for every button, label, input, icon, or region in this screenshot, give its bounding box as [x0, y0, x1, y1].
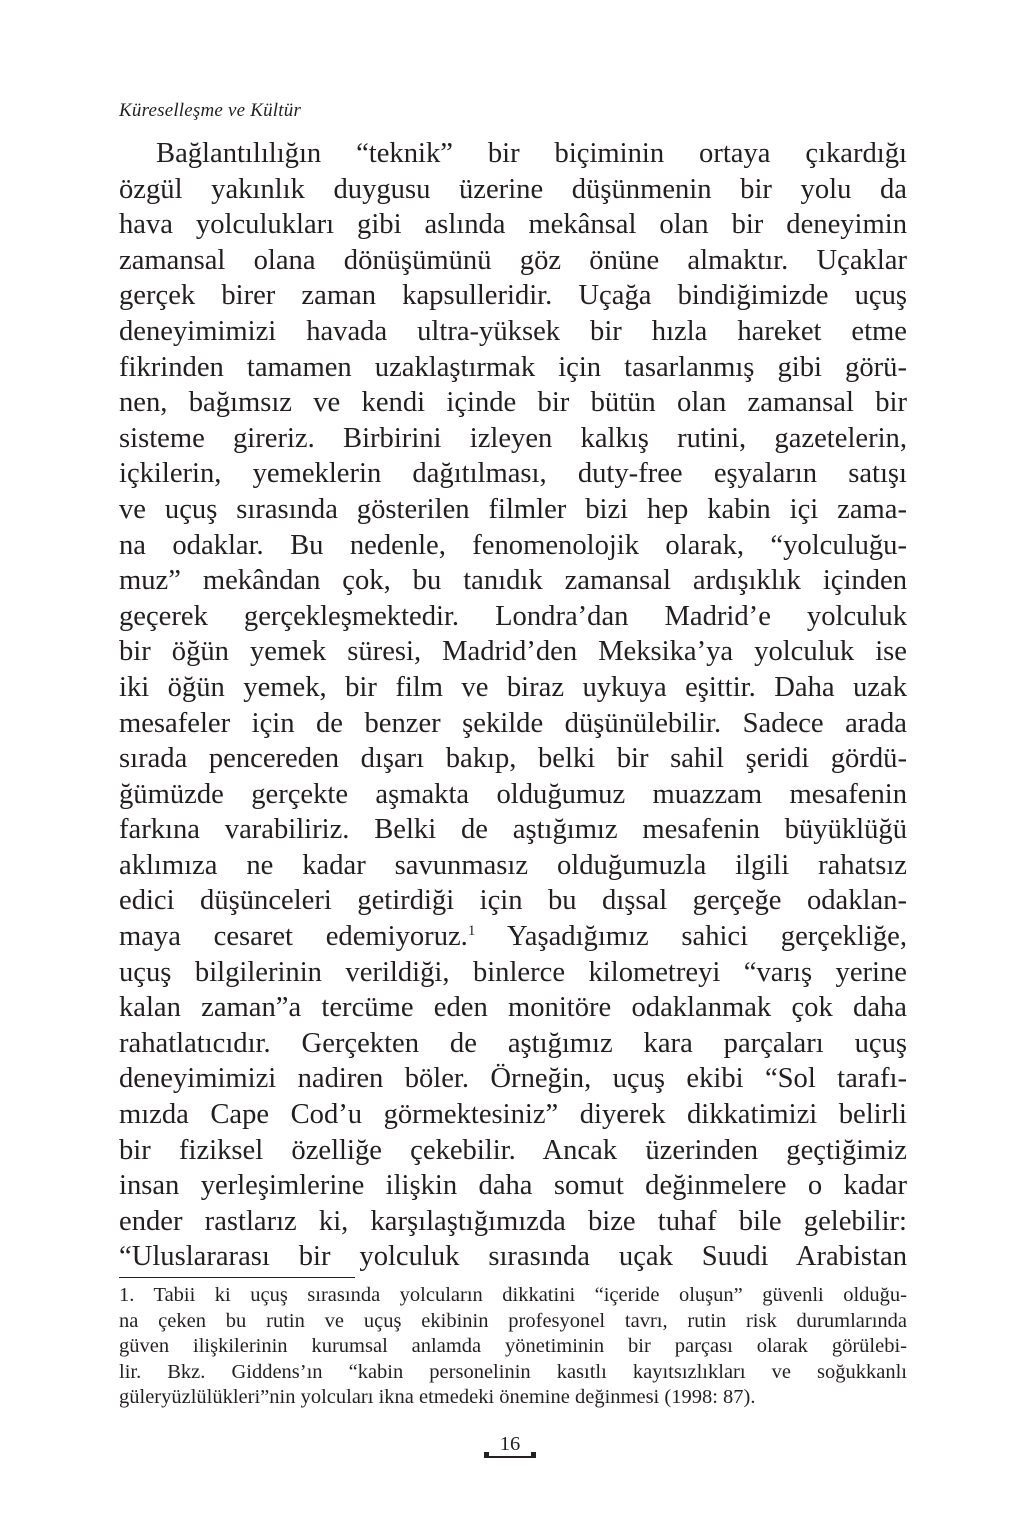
footnote-divider — [119, 1277, 355, 1278]
body-line: mesafeler için de benzer şekilde düşünülebilir. Sadece arada — [119, 707, 907, 739]
body-line-text: maya cesaret edemiyoruz. — [119, 921, 468, 953]
body-line: sisteme gireriz. Birbirini izleyen kalkış rutini, gazetelerin, — [119, 422, 907, 454]
page-number: 16 — [499, 1433, 521, 1455]
page-number-bracket-right — [531, 1452, 536, 1458]
body-line: hava yolculukları gibi aslında mekânsal olan bir deneyimin — [119, 209, 907, 241]
body-line: içkilerin, yemeklerin dağıtılması, duty-free eşyaların satışı — [119, 458, 907, 490]
body-line-text: Yaşadığımız sahici gerçekliğe, — [475, 921, 907, 953]
body-line: insan yerleşimlerine ilişkin daha somut değinmelere o kadar — [119, 1170, 907, 1202]
footnote-line: güleryüzlülükleri”nin yolcuları ikna etmedeki önemine değinmesi (1998: 87). — [119, 1386, 756, 1409]
body-line: uçuş bilgilerinin verildiği, binlerce kilometreyi “varış yerine — [119, 956, 907, 988]
body-line: edici düşünceleri getirdiği için bu dışsal gerçeğe odaklan- — [119, 885, 907, 917]
body-line: ğümüzde gerçekte aşmakta olduğumuz muazzam mesafenin — [119, 778, 907, 810]
body-line: gerçek birer zaman kapsulleridir. Uçağa bindiğimizde uçuş — [119, 280, 907, 312]
footnote-line: na çeken bu rutin ve uçuş ekibinin profesyonel tavrı, rutin risk durumlarında — [119, 1309, 907, 1332]
body-line: deneyimimizi havada ultra-yüksek bir hızla hareket etme — [119, 315, 907, 347]
body-text — [119, 136, 907, 1275]
page-number-underline — [484, 1456, 536, 1458]
body-line: deneyimimizi nadiren böler. Örneğin, uçuş ekibi “Sol tarafı- — [119, 1063, 907, 1095]
body-line: na odaklar. Bu nedenle, fenomenolojik olarak, “yolculuğu- — [119, 529, 907, 561]
footnote-line: lir. Bkz. Giddens’ın “kabin personelinin kasıtlı kayıtsızlıkları ve soğukkanlı — [119, 1360, 907, 1383]
footnote-line: güven ilişkilerinin kurumsal anlamda yönetiminin bir parçası olarak görülebi- — [119, 1335, 907, 1358]
body-line: bir öğün yemek süresi, Madrid’den Meksika’ya yolculuk ise — [119, 636, 907, 668]
body-line: zamansal olana dönüşümünü göz önüne almaktır. Uçaklar — [119, 244, 907, 276]
body-line: rahatlatıcıdır. Gerçekten de aştığımız kara parçaları uçuş — [119, 1027, 907, 1059]
footnote-marker[interactable]: 1 — [467, 923, 476, 940]
body-line: iki öğün yemek, bir film ve biraz uykuya eşittir. Daha uzak — [119, 671, 907, 703]
body-line: geçerek gerçekleşmektedir. Londra’dan Madrid’e yolculuk — [119, 600, 907, 632]
body-line: aklımıza ne kadar savunmasız olduğumuzla ilgili rahatsız — [119, 849, 907, 881]
body-line: ender rastlarız ki, karşılaştığımızda bize tuhaf bile gelebilir: — [119, 1205, 907, 1237]
body-line: fikrinden tamamen uzaklaştırmak için tasarlanmış gibi görü- — [119, 351, 907, 383]
body-line: özgül yakınlık duygusu üzerine düşünmenin bir yolu da — [119, 173, 907, 205]
body-line: ve uçuş sırasında gösterilen filmler bizi hep kabin içi zama- — [119, 493, 907, 525]
body-line: nen, bağımsız ve kendi içinde bir bütün olan zamansal bir — [119, 387, 907, 419]
body-line: “Uluslararası bir yolculuk sırasında uçak Suudi Arabistan — [119, 1241, 907, 1273]
body-line: Bağlantılılığın “teknik” bir biçiminin ortaya çıkardığı — [156, 138, 907, 169]
body-line-with-footnote — [119, 919, 907, 955]
body-line: muz” mekândan çok, bu tanıdık zamansal ardışıklık içinden — [119, 565, 907, 597]
footnote-line: 1. Tabii ki uçuş sırasında yolcuların dikkatini “içeride oluşun” güvenli olduğu- — [119, 1284, 907, 1306]
body-line: mızda Cape Cod’u görmektesiniz” diyerek dikkatimizi belirli — [119, 1099, 907, 1131]
body-line: bir fiziksel özelliğe çekebilir. Ancak üzerinden geçtiğimiz — [119, 1134, 907, 1166]
page-number-block — [470, 1432, 550, 1462]
body-line: sırada pencereden dışarı bakıp, belki bir sahil şeridi gördü- — [119, 743, 907, 775]
page-number-bracket-left — [484, 1452, 489, 1458]
body-line: kalan zaman”a tercüme eden monitöre odaklanmak çok daha — [119, 992, 907, 1024]
running-header: Küreselleşme ve Kültür — [119, 100, 302, 121]
footnote — [119, 1283, 907, 1411]
body-line: farkına varabiliriz. Belki de aştığımız mesafenin büyüklüğü — [119, 814, 907, 846]
